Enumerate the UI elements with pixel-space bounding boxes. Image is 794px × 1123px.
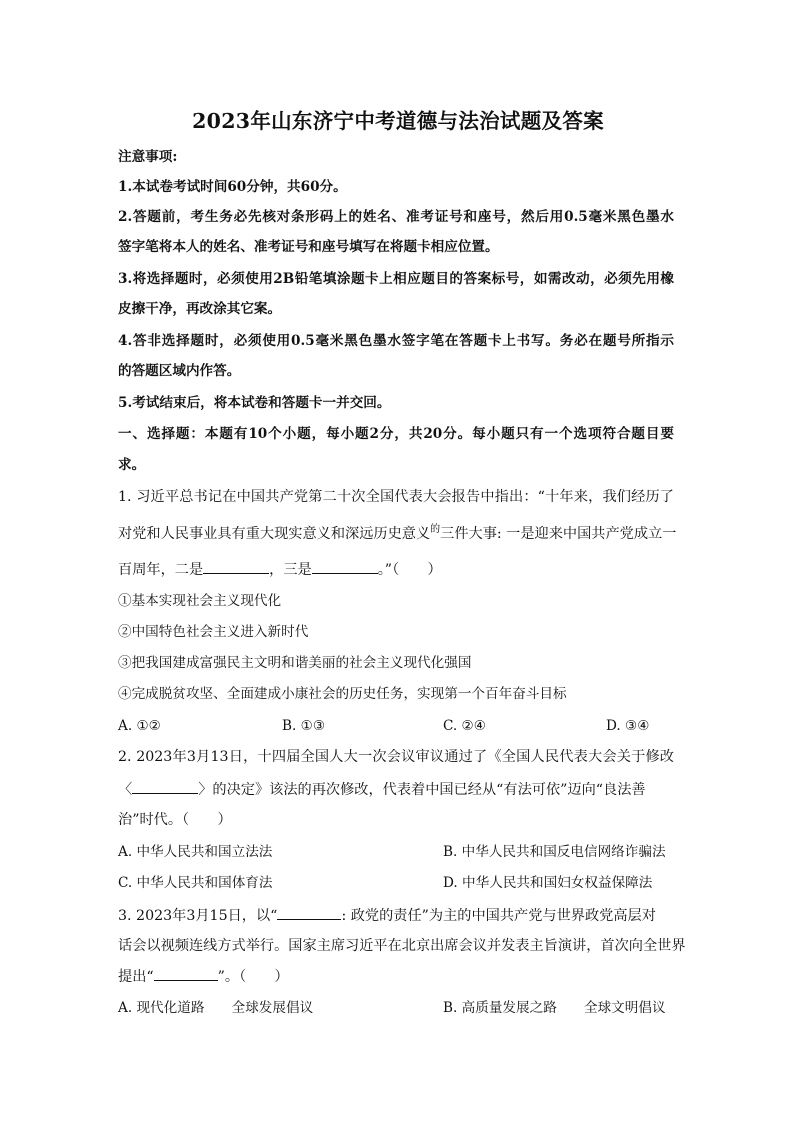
q1-stem-line3-c: 。”（ ） [377, 562, 442, 578]
q3-stem-line1 [118, 906, 656, 925]
notice-heading: 注意事项: [118, 149, 178, 165]
q1-stem-line3-a: 百周年，二是 [118, 562, 204, 578]
notice-item-3-cont: 皮擦干净，再改涂其它案。 [118, 301, 282, 317]
q3-stem-line3-a: 提出“ [118, 969, 154, 985]
q2-stem-line2-a: 〈 [118, 782, 133, 798]
q2-stem-line2-b: 〉的决定》该法的再次修改，代表着中国已经从“有法可依”迈向“良法善 [198, 782, 646, 798]
q2-stem-line3: 治”时代。（ ） [118, 812, 232, 828]
q1-stem-line1: 1. 习近平总书记在中国共产党第二十次全国代表大会报告中指出：“十年来，我们经历了 [118, 489, 674, 505]
page-title: 2023年山东济宁中考道德与法治试题及答案 [192, 109, 604, 133]
exam-page [118, 0, 686, 1123]
q1-superscript: 的 [430, 524, 441, 535]
q1-stem-line3 [118, 560, 442, 579]
q1-statement-4: ④完成脱贫攻坚、全面建成小康社会的历史任务，实现第一个百年奋斗目标 [118, 686, 567, 702]
q2-option-b: B. 中华人民共和国反电信网络诈骗法 [443, 844, 666, 860]
section-heading: 一、选择题：本题有10个小题，每小题2分，共20分。每小题只有一个选项符合题目要 [118, 426, 674, 442]
notice-item-4-cont: 的答题区域内作答。 [118, 363, 241, 379]
notice-item-1: 1.本试卷考试时间60分钟，共60分。 [118, 179, 347, 195]
q1-option-c: C. ②④ [443, 718, 486, 734]
q1-option-d: D. ③④ [606, 718, 650, 734]
q2-stem-line2 [118, 780, 646, 799]
q2-option-c: C. 中华人民共和国体育法 [118, 875, 273, 891]
q1-stem-line2-b: 三件大事: 一是迎来中国共产党成立一 [440, 526, 677, 542]
notice-item-3: 3.将选择题时，必须使用2B铅笔填涂题卡上相应题目的答案标号，如需改动，必须先用橡 [118, 271, 674, 287]
q1-stem-line2 [118, 525, 676, 545]
q1-statement-1: ①基本实现社会主义现代化 [118, 593, 282, 609]
q3-option-b: B. 高质量发展之路 全球文明倡议 [443, 1000, 666, 1016]
q1-option-b: B. ①③ [282, 718, 326, 734]
q3-blank-2 [154, 967, 218, 981]
notice-item-2-cont: 签字笔将本人的姓名、准考证号和座号填写在将题卡相应位置。 [118, 239, 499, 255]
q1-stem-line2-a: 对党和人民事业具有重大现实意义和深远历史意义 [118, 526, 431, 542]
q2-blank [132, 780, 198, 794]
q1-option-a: A. ①② [118, 718, 161, 734]
q3-option-a: A. 现代化道路 全球发展倡议 [118, 1000, 314, 1016]
q2-option-d: D. 中华人民共和国妇女权益保障法 [443, 875, 653, 891]
q2-stem-line1: 2. 2023年3月13日，十四届全国人大一次会议审议通过了《全国人民代表大会关于修改 [118, 749, 674, 765]
q3-stem-line3-b: ”。（ ） [217, 969, 289, 985]
q3-blank-1 [277, 906, 341, 920]
notice-item-4: 4.答非选择题时，必须使用0.5毫米黑色墨水签字笔在答题卡上书写。务必在题号所指示 [118, 333, 674, 349]
q1-stem-line3-b: ，三是 [269, 562, 312, 578]
q2-option-a: A. 中华人民共和国立法法 [118, 844, 273, 860]
q3-stem-line2: 话会以视频连线方式举行。国家主席习近平在北京出席会议并发表主旨演讲，首次向全世界 [118, 938, 686, 954]
notice-item-2: 2.答题前，考生务必先核对条形码上的姓名、准考证号和座号，然后用0.5毫米黑色墨水 [118, 209, 674, 225]
section-heading-cont: 求。 [118, 457, 146, 473]
q1-blank-1 [203, 560, 269, 574]
q1-statement-2: ②中国特色社会主义进入新时代 [118, 624, 309, 640]
q3-stem-line1-b: : 政党的责任”为主的中国共产党与世界政党高层对 [341, 908, 656, 924]
q1-blank-2 [312, 560, 378, 574]
q1-statement-3: ③把我国建成富强民主文明和谐美丽的社会主义现代化强国 [118, 655, 472, 671]
q3-stem-line3 [118, 967, 289, 986]
q3-stem-line1-a: 3. 2023年3月15日，以“ [118, 908, 278, 924]
notice-item-5: 5.考试结束后，将本试卷和答题卡一并交回。 [118, 395, 391, 411]
